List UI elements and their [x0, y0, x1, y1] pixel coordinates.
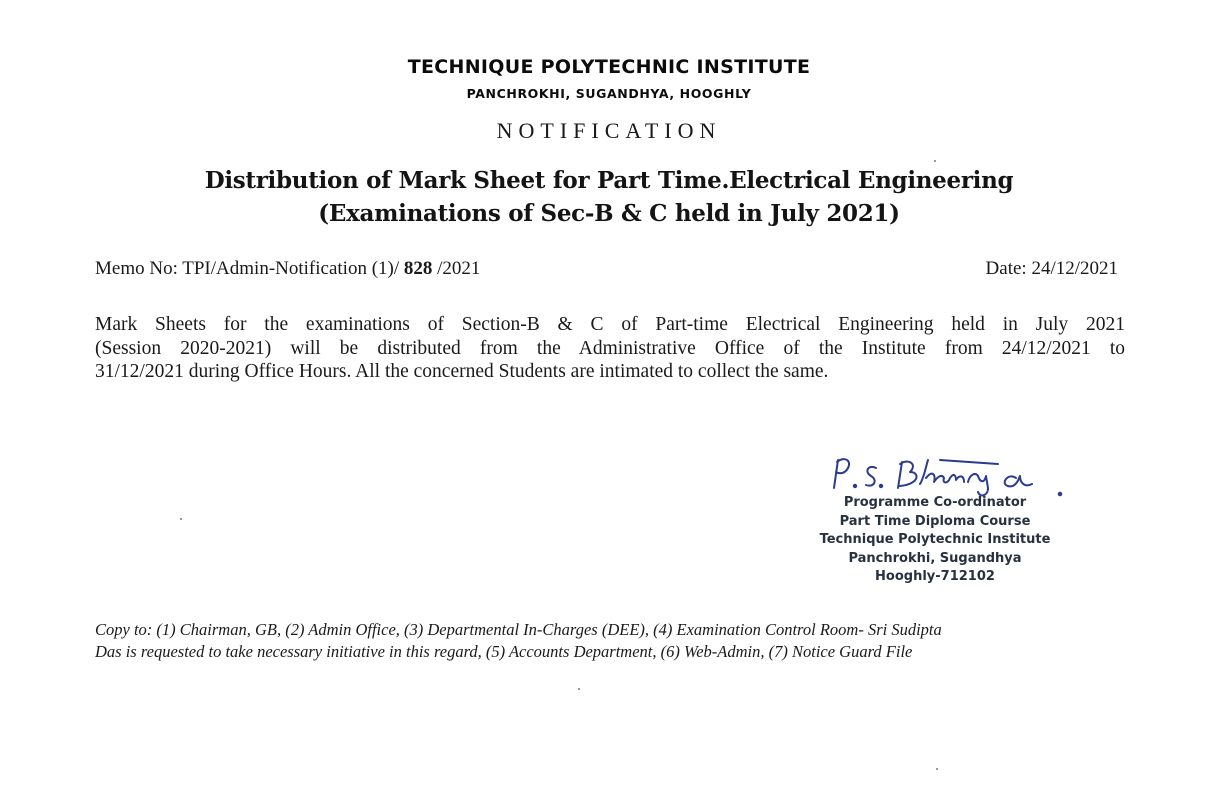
- scan-speck: [578, 688, 580, 690]
- official-stamp: [790, 494, 1080, 587]
- document-title-line2: (Examinations of Sec-B & C held in July 2021): [318, 200, 900, 227]
- notice-heading: NOTIFICATION: [496, 118, 722, 143]
- body-line-1: Mark Sheets for the examinations of Section-B & C of Part-time Electrical Engineering held in July 2021: [95, 314, 1125, 335]
- copy-to-line-1: Copy to: (1) Chairman, GB, (2) Admin Office, (3) Departmental In-Charges (DEE), (4) Examination Control Room- Sri Sudipta: [95, 620, 942, 639]
- memo-date: Date: 24/12/2021: [985, 258, 1118, 279]
- scan-speck: [180, 518, 182, 520]
- handwritten-signature: [828, 448, 1068, 500]
- memo-suffix: /2021: [432, 258, 481, 279]
- scan-speck: [936, 768, 938, 770]
- stamp-designation: Programme Co-ordinator: [843, 495, 1027, 510]
- memo-number: [95, 258, 480, 280]
- scan-speck: [934, 160, 936, 162]
- body-line-3: 31/12/2021 during Office Hours. All the concerned Students are intimated to collect the same.: [95, 361, 829, 382]
- stamp-institute: Technique Polytechnic Institute: [819, 532, 1051, 547]
- institute-name: TECHNIQUE POLYTECHNIC INSTITUTE: [407, 56, 811, 78]
- institute-address: PANCHROKHI, SUGANDHYA, HOOGHLY: [466, 86, 752, 101]
- body-line-2: (Session 2020-2021) will be distributed from the Administrative Office of the Institute from 24/12/2021 to: [95, 337, 1125, 359]
- memo-serial: 828: [403, 258, 433, 279]
- document-title-line1: Distribution of Mark Sheet for Part Time.Electrical Engineering: [204, 167, 1014, 194]
- stamp-locality: Panchrokhi, Sugandhya: [848, 550, 1022, 566]
- copy-to-line-2: Das is requested to take necessary initiative in this regard, (5) Accounts Department, (6) Web-Admin, (7) Notice Guard File: [95, 642, 913, 661]
- copy-to-list: [95, 619, 1125, 663]
- stamp-course: Part Time Diploma Course: [839, 513, 1031, 529]
- notice-body: [95, 313, 1125, 384]
- memo-prefix: Memo No: TPI/Admin-Notification (1)/: [95, 258, 404, 279]
- stamp-pincode: Hooghly-712102: [875, 569, 995, 584]
